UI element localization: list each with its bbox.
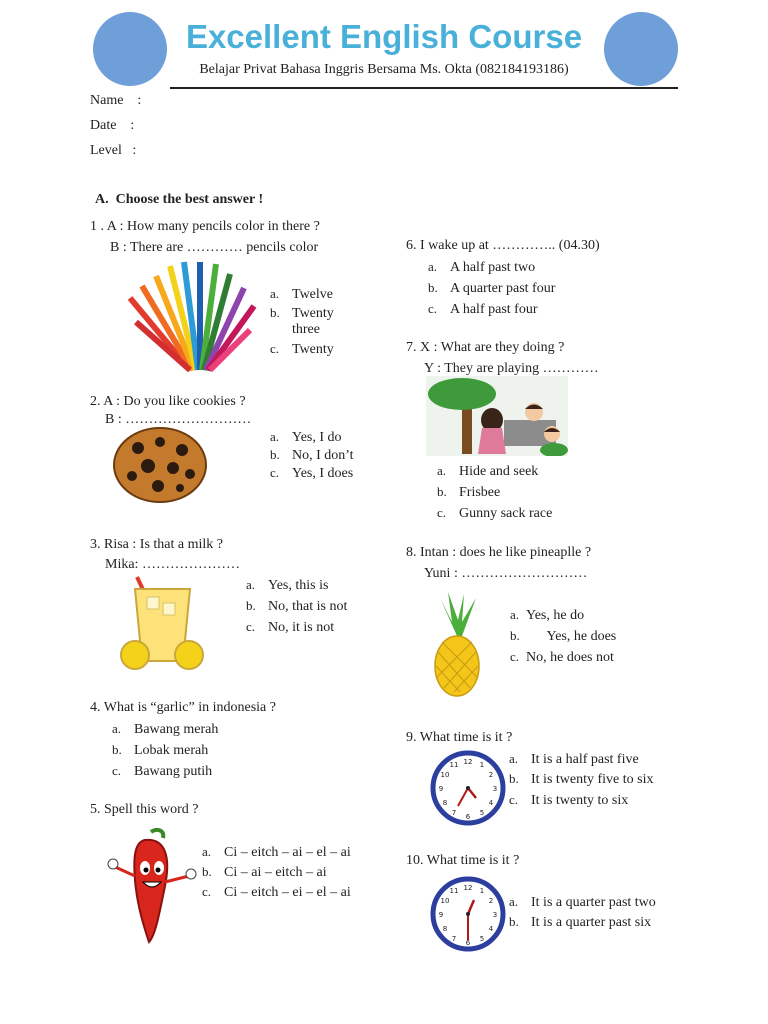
svg-text:1: 1 — [479, 887, 485, 895]
clock-icon — [430, 748, 506, 828]
q4-option-c[interactable]: c. Bawang putih — [112, 763, 213, 779]
svg-text:1: 1 — [479, 761, 485, 769]
svg-text:4: 4 — [488, 925, 494, 933]
svg-text:5: 5 — [479, 809, 485, 817]
svg-text:11: 11 — [449, 761, 459, 769]
q1-option-b-cont: three — [292, 322, 320, 337]
colored-pencils-icon — [120, 258, 260, 376]
q7-option-c[interactable]: c. Gunny sack race — [437, 505, 553, 521]
q9-line-1: 9. What time is it ? — [406, 730, 513, 745]
svg-text:12: 12 — [463, 884, 473, 892]
svg-text:6: 6 — [465, 813, 471, 821]
children-playing-icon — [426, 376, 568, 456]
q6-option-c[interactable]: c. A half past four — [428, 301, 538, 317]
q3-line-1: 3. Risa : Is that a milk ? — [90, 537, 223, 552]
q3-line-2: Mika: ………………… — [105, 557, 240, 572]
date-field: Date : — [90, 118, 135, 133]
clock-icon — [430, 874, 506, 954]
svg-text:3: 3 — [492, 785, 498, 793]
q4-option-a[interactable]: a. Bawang merah — [112, 721, 219, 737]
section-title: A. Choose the best answer ! — [95, 192, 264, 207]
q5-option-b[interactable]: b. Ci – ai – eitch – ai — [202, 864, 327, 880]
q1-line-1: 1 . A : How many pencils color in there ? — [90, 219, 320, 234]
header-divider — [170, 87, 678, 89]
q8-option-b[interactable]: b. Yes, he does — [510, 628, 617, 644]
q2-line-1: 2. A : Do you like cookies ? — [90, 394, 246, 409]
q2-option-c[interactable]: c. Yes, I does — [270, 465, 354, 481]
q6-option-b[interactable]: b. A quarter past four — [428, 280, 556, 296]
page-subtitle: Belajar Privat Bahasa Inggris Bersama Ms. Okta (082184193186) — [199, 62, 569, 77]
svg-text:6: 6 — [465, 939, 471, 947]
q4-line-1: 4. What is “garlic” in indonesia ? — [90, 700, 276, 715]
q9-option-c[interactable]: c. It is twenty to six — [509, 792, 629, 808]
svg-text:7: 7 — [451, 809, 457, 817]
lemon-juice-icon — [115, 575, 210, 675]
svg-text:2: 2 — [488, 771, 494, 779]
q10-option-a[interactable]: a. It is a quarter past two — [509, 894, 656, 910]
svg-text:8: 8 — [442, 925, 448, 933]
q6-option-a[interactable]: a. A half past two — [428, 259, 536, 275]
q8-option-a[interactable]: a. Yes, he do — [510, 607, 585, 623]
name-field: Name : — [90, 93, 142, 108]
svg-text:5: 5 — [479, 935, 485, 943]
q8-line-2: Yuni : ……………………… — [424, 566, 588, 581]
q2-option-a[interactable]: a. Yes, I do — [270, 429, 342, 445]
svg-text:2: 2 — [488, 897, 494, 905]
q8-line-1: 8. Intan : does he like pineaplle ? — [406, 545, 592, 560]
svg-text:11: 11 — [449, 887, 459, 895]
q3-option-a[interactable]: a. Yes, this is — [246, 577, 329, 593]
q4-option-b[interactable]: b. Lobak merah — [112, 742, 209, 758]
q1-option-a[interactable]: a. Twelve — [270, 286, 334, 302]
page-title: Excellent English Course — [185, 18, 583, 55]
cookie-icon — [110, 424, 210, 506]
q3-option-b[interactable]: b. No, that is not — [246, 598, 348, 614]
svg-text:4: 4 — [488, 799, 494, 807]
svg-text:9: 9 — [438, 911, 444, 919]
q5-line-1: 5. Spell this word ? — [90, 802, 199, 817]
q9-option-a[interactable]: a. It is a half past five — [509, 751, 639, 767]
svg-text:12: 12 — [463, 758, 473, 766]
q2-option-b[interactable]: b. No, I don’t — [270, 447, 354, 463]
q7-line-1: 7. X : What are they doing ? — [406, 340, 565, 355]
q7-line-2: Y : They are playing ………… — [424, 361, 599, 376]
q6-line-1: 6. I wake up at ………….. (04.30) — [406, 238, 600, 253]
q8-option-c[interactable]: c. No, he does not — [510, 649, 614, 665]
svg-text:3: 3 — [492, 911, 498, 919]
svg-text:8: 8 — [442, 799, 448, 807]
q1-option-b[interactable]: b. Twenty — [270, 305, 334, 321]
chili-character-icon — [105, 826, 200, 946]
svg-text:9: 9 — [438, 785, 444, 793]
q10-option-b[interactable]: b. It is a quarter past six — [509, 914, 652, 930]
svg-text:10: 10 — [440, 897, 450, 905]
q5-option-a[interactable]: a. Ci – eitch – ai – el – ai — [202, 844, 351, 860]
pineapple-icon — [430, 592, 485, 698]
svg-text:7: 7 — [451, 935, 457, 943]
q7-option-b[interactable]: b. Frisbee — [437, 484, 501, 500]
q10-line-1: 10. What time is it ? — [406, 853, 520, 868]
level-field: Level : — [90, 143, 137, 158]
q2-line-2: B : ……………………… — [105, 412, 252, 427]
svg-text:10: 10 — [440, 771, 450, 779]
q5-option-c[interactable]: c. Ci – eitch – ei – el – ai — [202, 884, 351, 900]
q1-option-c[interactable]: c. Twenty — [270, 341, 334, 357]
q1-line-2: B : There are ………… pencils color — [110, 240, 319, 255]
q9-option-b[interactable]: b. It is twenty five to six — [509, 771, 654, 787]
q3-option-c[interactable]: c. No, it is not — [246, 619, 335, 635]
q7-option-a[interactable]: a. Hide and seek — [437, 463, 539, 479]
